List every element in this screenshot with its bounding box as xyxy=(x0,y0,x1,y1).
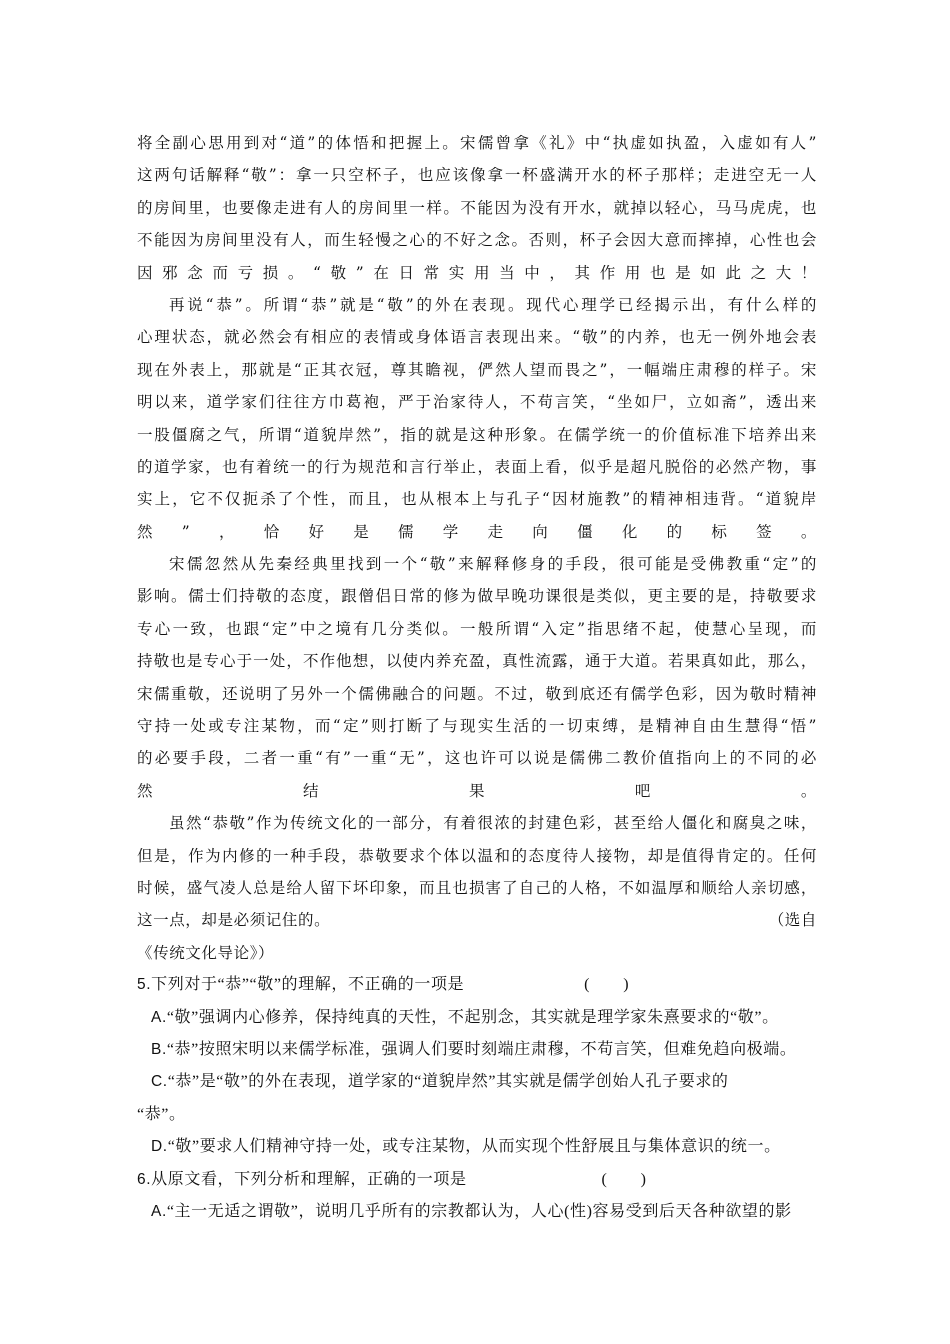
question-stem xyxy=(137,969,817,1001)
question-text: 从原文看，下列分析和理解，正确的一项是 xyxy=(151,1170,467,1188)
paragraph-line: 的必要手段，二者一重“有”一重“无”，这也许可以说是儒佛二教价值指向上的不同的必 xyxy=(137,749,817,768)
question-number: 5. xyxy=(137,976,152,994)
answer-option xyxy=(137,1066,817,1098)
paragraph-line: 现在外表上，那就是“正其衣冠，尊其瞻视，俨然人望而畏之”，一幅端庄肃穆的样子。宋 xyxy=(137,360,817,379)
paragraph-line: 然”，恰好是儒学走向僵化的标签。 xyxy=(137,522,817,541)
questions xyxy=(137,969,817,1228)
answer-option xyxy=(137,1196,817,1228)
answer-option xyxy=(137,1034,817,1066)
option-label: A. xyxy=(151,1008,167,1026)
answer-bracket: ( ) xyxy=(584,976,630,994)
paragraph-line: 心理状态，就必然会有相应的表情或身体语言表现出来。“敬”的内养，也无一例外地会表 xyxy=(137,328,817,347)
paragraph-line: 虽然“恭敬”作为传统文化的一部分，有着很浓的封建色彩，甚至给人僵化和腐臭之味， xyxy=(169,814,817,833)
paragraph-line: 明以来，道学家们往往方巾葛袍，严于治家待人，不苟言笑，“坐如尸，立如斋”，透出来 xyxy=(137,393,817,412)
paragraph-line: 时候，盛气凌人总是给人留下坏印象，而且也损害了自己的人格，不如温厚和顺给人亲切感， xyxy=(137,878,817,897)
source-citation-end: 《传统文化导论》） xyxy=(137,943,275,962)
paragraph-line: 专心一致，也跟“定”中之境有几分类似。一般所谓“入定”指思绪不起，使慧心呈现，而 xyxy=(137,619,817,638)
option-text: “恭”按照宋明以来儒学标准，强调人们要时刻端庄肃穆，不苟言笑，但难免趋向极端。 xyxy=(166,1040,797,1058)
paragraph-line: 这两句话解释“敬”：拿一只空杯子，也应该像拿一杯盛满开水的杯子那样；走进空无一人 xyxy=(137,166,817,185)
answer-bracket: ( ) xyxy=(601,1170,647,1188)
paragraph-line: 持敬也是专心于一处，不作他想，以使内养充盈，真性流露，通于大道。若果真如此，那么， xyxy=(137,652,817,671)
paragraph-line: 但是，作为内修的一种手段，恭敬要求个体以温和的态度待人接物，却是值得肯定的。任何 xyxy=(137,846,817,865)
paragraph-line: 不能因为房间里没有人，而生轻慢之心的不好之念。否则，杯子会因大意而摔掉，心性也会 xyxy=(137,231,817,250)
question-stem xyxy=(137,1164,817,1196)
option-text: “敬”强调内心修养，保持纯真的天性，不起别念，其实就是理学家朱熹要求的“敬”。 xyxy=(166,1008,779,1026)
answer-option xyxy=(137,1131,817,1163)
paragraph-line: 守持一处或专注某物，而“定”则打断了与现实生活的一切束缚，是精神自由生慧得“悟” xyxy=(137,717,817,736)
paragraph-line: 影响。儒士们持敬的态度，跟僧侣日常的修为做早晚功课很是类似，更主要的是，持敬要求 xyxy=(137,587,817,606)
paragraph-line: 一股僵腐之气，所谓“道貌岸然”，指的就是这种形象。在儒学统一的价值标准下培养出来 xyxy=(137,425,817,444)
paragraph-line: 将全副心思用到对“道”的体悟和把握上。宋儒曾拿《礼》中“执虚如执盈，入虚如有人” xyxy=(137,134,817,152)
paragraph-line: 宋儒重敬，还说明了另外一个儒佛融合的问题。不过，敬到底还有儒学色彩，因为敬时精神 xyxy=(137,684,817,703)
question-number: 6. xyxy=(137,1170,152,1188)
option-text: “敬”要求人们精神守持一处，或专注某物，从而实现个性舒展且与集体意识的统一。 xyxy=(167,1138,781,1156)
paragraph-line: 的道学家，也有着统一的行为规范和言行举止，表面上看，似乎是超凡脱俗的必然产物，事 xyxy=(137,457,817,476)
answer-option xyxy=(137,1002,817,1034)
document-page xyxy=(137,127,817,1228)
paragraph-last-line xyxy=(137,904,817,936)
option-label: D. xyxy=(151,1138,168,1156)
question-text: 下列对于“恭”“敬”的理解，不正确的一项是 xyxy=(151,976,465,994)
option-text-continued: “恭”。 xyxy=(137,1105,186,1123)
paragraph-line: 再说“恭”。所谓“恭”就是“敬”的外在表现。现代心理学已经揭示出，有什么样的 xyxy=(169,295,817,314)
paragraph-line: 宋儒忽然从先秦经典里找到一个“敬”来解释修身的手段，很可能是受佛教重“定”的 xyxy=(169,555,817,574)
paragraph-line: 因邪念而亏损。“敬”在日常实用当中，其作用也是如此之大！ xyxy=(137,263,817,282)
option-label: B. xyxy=(151,1040,167,1058)
option-text: “恭”是“敬”的外在表现，道学家的“道貌岸然”其实就是儒学创始人孔子要求的 xyxy=(167,1073,729,1091)
paragraph-line: 实上，它不仅扼杀了个性，而且，也从根本上与孔子“因材施教”的精神相违背。“道貌岸 xyxy=(137,490,817,509)
option-text: “主一无适之谓敬”，说明几乎所有的宗教都认为，人心(性)容易受到后天各种欲望的影 xyxy=(166,1202,792,1220)
option-label: C. xyxy=(151,1073,168,1091)
source-citation-start: （选自 xyxy=(768,911,817,930)
paragraph-line: 的房间里，也要像走进有人的房间里一样。不能因为没有开水，就掉以轻心，马马虎虎，也 xyxy=(137,198,817,217)
paragraph-line: 然结果吧。 xyxy=(137,781,817,800)
option-label: A. xyxy=(151,1202,167,1220)
passage xyxy=(137,127,817,969)
paragraph-line: 这一点，却是必须记住的。 xyxy=(137,911,331,930)
